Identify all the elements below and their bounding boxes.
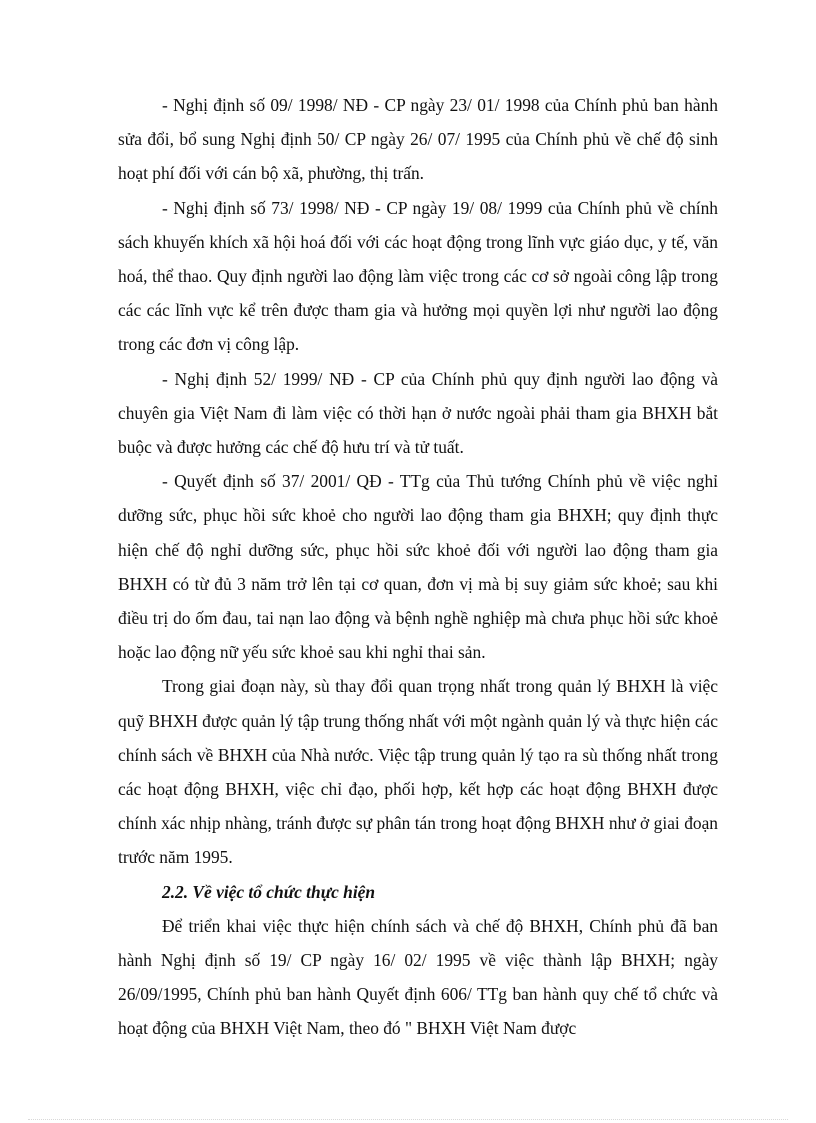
paragraph-implementation: Để triển khai việc thực hiện chính sách và chế độ BHXH, Chính phủ đã ban hành Nghị định số 19/ CP ngày 16/ 02/ 1995 về việc thành lập BHXH; ngày 26/09/1995, Chính phủ ban hành Quyết định 606/ TTg ban hành quy chế tổ chức và hoạt động của BHXH Việt Nam, theo đó " BHXH Việt Nam được [118,915,718,1039]
paragraph-decision-37-2001: - Quyết định số 37/ 2001/ QĐ - TTg của Thủ tướng Chính phủ về việc nghỉ dưỡng sức, phục hồi sức khoẻ cho người lao động tham gia BHXH; quy định thực hiện chế độ nghỉ dưỡng sức, phục hồi sức khoẻ đối với người lao động tham gia BHXH có từ đủ 3 năm trở lên tại cơ quan, đơn vị mà bị suy giảm sức khoẻ; sau khi điều trị do ốm đau, tai nạn lao động và bệnh nghề nghiệp mà chưa phục hồi sức khoẻ hoặc lao động nữ yếu sức khoẻ sau khi nghỉ thai sản. [118,471,718,663]
paragraph-decree-73-1998: - Nghị định số 73/ 1998/ NĐ - CP ngày 19/ 08/ 1999 của Chính phủ về chính sách khuyến khích xã hội hoá đối với các hoạt động trong lĩnh vực giáo dục, y tế, văn hoá, thể thao. Quy định người lao động làm việc trong các cơ sở ngoài công lập trong các các lĩnh vực kể trên được tham gia và hưởng mọi quyền lợi như người lao động trong các đơn vị công lập. [118,197,718,355]
page-bottom-divider [28,1119,788,1120]
document-body [118,88,718,1046]
paragraph-decree-52-1999: - Nghị định 52/ 1999/ NĐ - CP của Chính phủ quy định người lao động và chuyên gia Việt Nam đi làm việc có thời hạn ở nước ngoài phải tham gia BHXH bắt buộc và được hưởng các chế độ hưu trí và tử tuất. [118,368,718,458]
section-heading: 2.2. Về việc tổ chức thực hiện [162,881,376,902]
paragraph-decree-09-1998: - Nghị định số 09/ 1998/ NĐ - CP ngày 23/ 01/ 1998 của Chính phủ ban hành sửa đổi, bổ sung Nghị định 50/ CP ngày 26/ 07/ 1995 của Chính phủ về chế độ sinh hoạt phí đối với cán bộ xã, phường, thị trấn. [118,95,718,184]
paragraph-management-change: Trong giai đoạn này, sù thay đổi quan trọng nhất trong quản lý BHXH là việc quỹ BHXH được quản lý tập trung thống nhất với một ngành quản lý và thực hiện các chính sách về BHXH của Nhà nước. Việc tập trung quản lý tạo ra sù thống nhất trong các hoạt động BHXH, việc chỉ đạo, phối hợp, kết hợp các hoạt động BHXH được chính xác nhịp nhàng, tránh được sự phân tán trong hoạt động BHXH như ở giai đoạn trước năm 1995. [118,676,718,868]
